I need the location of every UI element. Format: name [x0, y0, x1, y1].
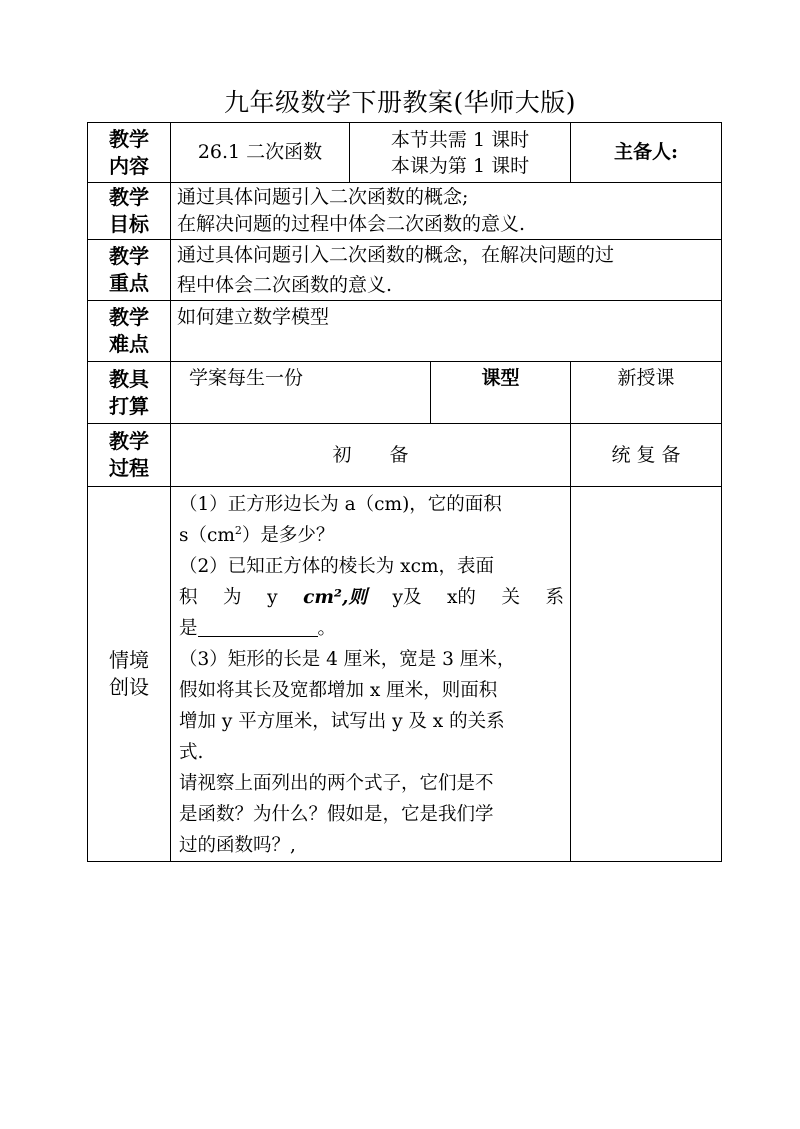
- question-2-line: （2）已知正方体的棱长为 xcm，表面: [179, 556, 494, 577]
- text-fragment: 是: [179, 618, 198, 639]
- label-line: 教学: [109, 126, 149, 151]
- question-3-line: （3）矩形的长是 4 厘米，宽是 3 厘米，: [179, 649, 516, 670]
- row-content: [88, 123, 722, 183]
- hours-total: 本节共需 1 课时: [390, 128, 530, 151]
- discussion-line: 是函数？为什么？假如是，它是我们学: [179, 804, 494, 825]
- word: 积: [179, 587, 198, 608]
- lesson-hours: [350, 123, 571, 183]
- goal-line: 通过具体问题引入二次函数的概念;: [177, 186, 469, 208]
- label-line: 情境: [109, 648, 149, 672]
- label-tools: [88, 362, 171, 424]
- text-fragment: s（cm: [179, 525, 235, 546]
- initial-prep-header: 初 备: [171, 424, 571, 487]
- question-3-line: 式.: [179, 742, 204, 763]
- tools-text: 学案每生一份: [171, 362, 431, 424]
- word: cm²,则: [303, 587, 367, 608]
- word: x的: [446, 587, 476, 608]
- word: y及: [392, 587, 422, 608]
- word: 系: [545, 587, 565, 608]
- question-1-line: [179, 520, 564, 551]
- goal-line: 在解决问题的过程中体会二次函数的意义.: [177, 213, 526, 235]
- goal-text: [171, 183, 722, 240]
- question-2-line: [179, 582, 564, 613]
- word: y: [267, 587, 278, 608]
- label-line: 打算: [109, 393, 149, 418]
- key-line: 通过具体问题引入二次函数的概念，在解决问题的过: [177, 244, 615, 266]
- row-key: [88, 240, 722, 301]
- text-fragment: ）是多少？: [241, 525, 335, 546]
- label-goal: [88, 183, 171, 240]
- difficult-text: 如何建立数学模型: [171, 301, 722, 362]
- label-line: 教学: [109, 305, 149, 329]
- row-process: [88, 424, 722, 487]
- question-1-line: （1）正方形边长为 a（cm)，它的面积: [179, 494, 502, 515]
- label-process: [88, 424, 171, 487]
- answer-blank: [198, 616, 318, 637]
- label-key: [88, 240, 171, 301]
- label-line: 教学: [109, 429, 149, 453]
- label-line: 目标: [109, 212, 149, 236]
- type-label: 课型: [431, 362, 571, 424]
- label-difficult: [88, 301, 171, 362]
- label-line: 创设: [109, 675, 149, 699]
- review-prep-cell: [571, 487, 722, 862]
- review-prep-header: 统 复 备: [571, 424, 722, 487]
- row-difficult: [88, 301, 722, 362]
- row-scenario: [88, 487, 722, 862]
- text-fragment: 。: [317, 618, 337, 639]
- lesson-plan-table: [87, 122, 722, 862]
- row-tools: [88, 362, 722, 424]
- scenario-content: [171, 487, 571, 862]
- label-content: [88, 123, 171, 183]
- hours-current: 本课为第 1 课时: [390, 154, 530, 177]
- question-3-line: 假如将其长及宽都增加 x 厘米，则面积: [179, 680, 498, 701]
- key-line: 程中体会二次函数的意义.: [177, 274, 393, 296]
- page-title: 九年级数学下册教案(华师大版): [223, 88, 576, 117]
- label-line: 过程: [109, 456, 149, 480]
- word: 为: [223, 587, 242, 608]
- discussion-line: 过的函数吗？,: [179, 835, 296, 856]
- label-line: 内容: [109, 153, 149, 178]
- label-line: 重点: [109, 271, 149, 295]
- label-line: 难点: [109, 332, 149, 356]
- label-line: 教具: [109, 366, 149, 391]
- key-text: [171, 240, 722, 301]
- superscript: 2: [234, 523, 242, 537]
- preparer-label: 主备人:: [571, 123, 722, 183]
- discussion-line: 请视察上面列出的两个式子，它们是不: [179, 773, 494, 794]
- lesson-topic: 26.1 二次函数: [171, 123, 350, 183]
- label-scenario: [88, 487, 171, 862]
- word: 关: [501, 587, 520, 608]
- type-value: 新授课: [571, 362, 722, 424]
- label-line: 教学: [109, 244, 149, 268]
- label-line: 教学: [109, 185, 149, 209]
- question-2-line: [179, 613, 564, 644]
- row-goal: [88, 183, 722, 240]
- question-3-line: 增加 y 平方厘米，试写出 y 及 x 的关系: [179, 711, 505, 732]
